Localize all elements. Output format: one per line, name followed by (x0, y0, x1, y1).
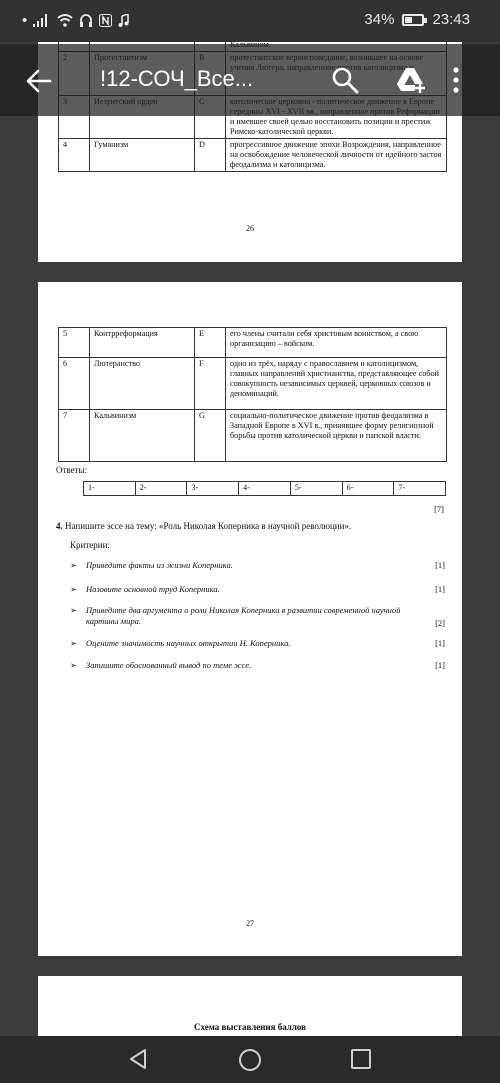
criterion-points: [1] (435, 560, 445, 570)
row-term: Кальвинизм (90, 410, 195, 462)
row-number: 7 (59, 410, 90, 462)
row-term: Контрреформация (90, 328, 195, 358)
row-term: Лютеранство (90, 358, 195, 410)
criterion-points: [1] (435, 584, 445, 594)
table-row (59, 139, 447, 172)
bullet-arrow-icon: ➢ (70, 660, 78, 670)
table-row (59, 328, 447, 358)
row-description: социально-политическое движение против феодализма в Западной Европе в XVI в., принявшее форму религиозной борьбы против католической церкви и папской власти. (226, 410, 447, 462)
battery-level (405, 17, 411, 23)
nav-recents-icon[interactable] (350, 1048, 372, 1070)
task-text: Напишите эссе на тему: «Роль Николая Коперника в научной революции». (65, 521, 352, 531)
criterion-text: Оцените значимость научных открытии Н. Коперника. (86, 638, 291, 648)
criterion-text: Запишите обоснованный вывод по теме эссе. (86, 660, 252, 670)
criterion-text: Приведите факты из жизни Коперника. (86, 560, 233, 570)
nav-home-icon[interactable] (238, 1048, 262, 1072)
answer-cell: 5- (291, 482, 343, 495)
criteria-label: Критерии: (70, 540, 110, 550)
criterion-points: [2] (435, 618, 445, 628)
music-note-icon (118, 14, 129, 27)
row-letter: F (195, 358, 226, 410)
criterion-text: Приведите два аргумента о роли Николая Коперника в развитии современной научной картины мира. (86, 605, 401, 626)
notification-dot: • (22, 12, 28, 29)
total-points: [7] (434, 504, 444, 514)
answer-cell: 3- (187, 482, 239, 495)
row-letter: D (195, 139, 226, 172)
back-arrow-icon[interactable] (26, 68, 52, 94)
page-number: 27 (246, 919, 254, 928)
row-description: его члены считали себя христовым воинством, а свою организацию – войском. (226, 328, 447, 358)
row-letter: E (195, 328, 226, 358)
row-description: одно из трёх, наряду с православием и католицизмом, главных направлений христианства, представляющее собой совокупность независимых церквей, церковных союзов и деноминаций. (226, 358, 447, 410)
task-4 (56, 521, 351, 531)
row-term: Гуманизм (90, 139, 195, 172)
criterion-points: [1] (435, 660, 445, 670)
criterion-points: [1] (435, 638, 445, 648)
row-letter: G (195, 410, 226, 462)
row-number: 6 (59, 358, 90, 410)
bullet-arrow-icon: ➢ (70, 560, 78, 570)
app-bar (0, 44, 500, 116)
bullet-arrow-icon: ➢ (70, 584, 78, 594)
row-description: прогрессивное движение эпохи Возрождения, направленное на освобождение человеческой личности от идейного застоя феодализма и католицизма. (226, 139, 447, 172)
document-title: !12-СОЧ_Все... (100, 66, 254, 91)
bullet-arrow-icon: ➢ (70, 638, 78, 648)
answer-cell: 2- (136, 482, 188, 495)
matching-table-part2 (58, 327, 447, 462)
wifi-icon (57, 14, 73, 27)
cut-off-heading: Схема выставления баллов (193, 1022, 307, 1032)
table-row (59, 410, 447, 462)
battery-percent: 34% (364, 11, 395, 28)
nfc-icon (99, 14, 112, 27)
answer-cell: 1- (84, 482, 136, 495)
battery-icon (402, 14, 424, 26)
signal-icon (33, 14, 51, 27)
answers-label: Ответы: (56, 465, 88, 475)
document-page-27 (38, 282, 462, 956)
criterion-text: Назовите основной труд Коперника. (86, 584, 220, 594)
answers-table (83, 481, 446, 496)
table-row (59, 358, 447, 410)
task-number: 4. (56, 521, 63, 531)
clock: 23:43 (432, 11, 470, 28)
nav-back-icon[interactable] (128, 1048, 148, 1070)
row-number: 5 (59, 328, 90, 358)
more-options-icon[interactable] (452, 67, 460, 93)
add-to-drive-icon[interactable] (396, 66, 426, 94)
answer-cell: 6- (343, 482, 395, 495)
answer-cell: 7- (398, 483, 405, 492)
headphones-icon (79, 14, 93, 27)
answer-cell: 4- (239, 482, 291, 495)
row-description: и имевшее своей целью восстановить позиции и престиж Римско-католической церкви. (226, 96, 447, 139)
page-number: 26 (246, 224, 254, 233)
bullet-arrow-icon: ➢ (70, 605, 78, 615)
status-bar (0, 0, 500, 42)
search-icon[interactable] (331, 66, 359, 94)
system-nav-bar (0, 1036, 500, 1083)
row-number: 4 (59, 139, 90, 172)
document-page-28 (38, 976, 462, 1036)
